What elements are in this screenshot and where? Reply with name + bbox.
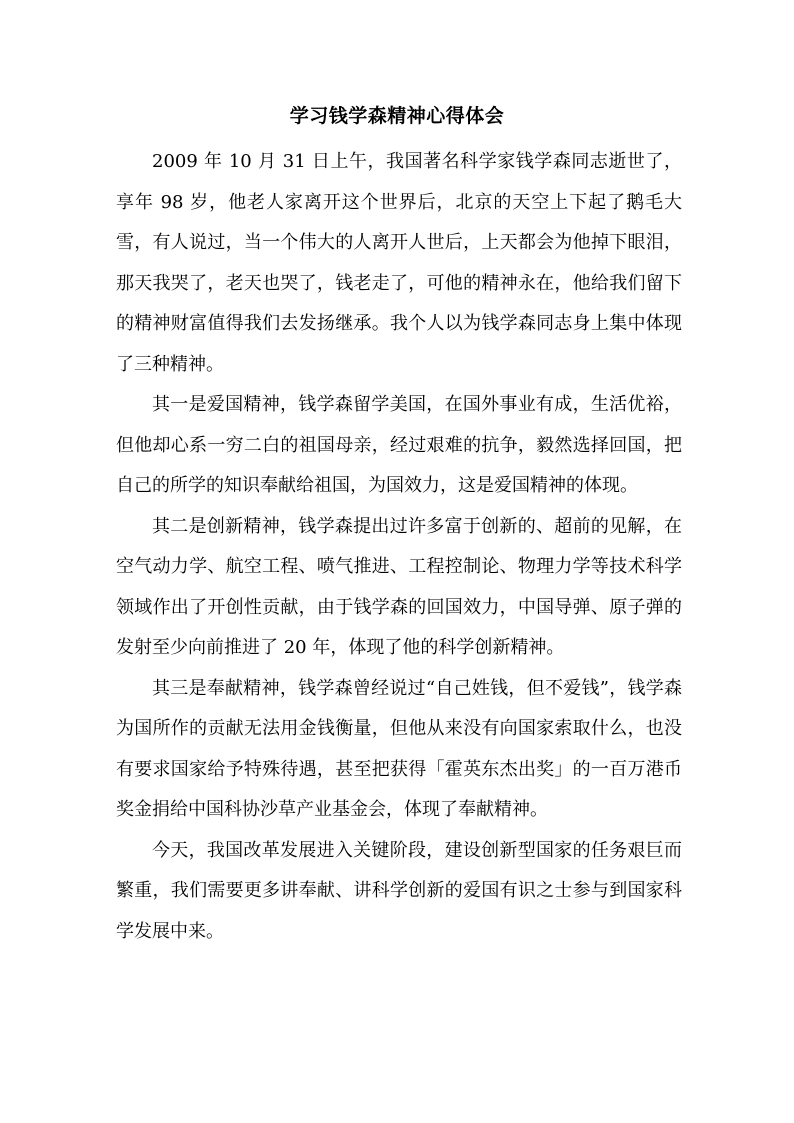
paragraph-innovation: 其二是创新精神，钱学森提出过许多富于创新的、超前的见解，在空气动力学、航空工程、喷气推进、工程控制论、物理力学等技术科学领域作出了开创性贡献，由于钱学森的回国效力，中国导弹、原子弹的发射至少向前推进了 20 年，体现了他的科学创新精神。 <box>116 515 682 658</box>
document-title: 学习钱学森精神心得体会 <box>289 105 505 127</box>
paragraph-patriotism: 其一是爱国精神，钱学森留学美国，在国外事业有成，生活优裕，但他却心系一穷二白的祖国母亲，经过艰难的抗争，毅然选择回国，把自己的所学的知识奉献给祖国，为国效力，这是爱国精神的体现。 <box>116 394 682 496</box>
paragraph-intro: 2009 年 10 月 31 日上午，我国著名科学家钱学森同志逝世了，享年 98 岁，他老人家离开这个世界后，北京的天空上下起了鹅毛大雪，有人说过，当一个伟大的人离开人世后，上天都会为他掉下眼泪，那天我哭了，老天也哭了，钱老走了，可他的精神永在，他给我们留下的精神财富值得我们去发扬继承。我个人以为钱学森同志身上集中体现了三种精神。 <box>116 151 682 375</box>
paragraph-dedication: 其三是奉献精神，钱学森曾经说过“自己姓钱，但不爱钱”，钱学森为国所作的贡献无法用金钱衡量，但他从来没有向国家索取什么，也没有要求国家给予特殊待遇，甚至把获得「霍英东杰出奖」的一百万港币奖金捐给中国科协沙草产业基金会，体现了奉献精神。 <box>116 677 682 820</box>
document-body <box>116 142 682 952</box>
paragraph-conclusion: 今天，我国改革发展进入关键阶段，建设创新型国家的任务艰巨而繁重，我们需要更多讲奉献、讲科学创新的爱国有识之士参与到国家科学发展中来。 <box>116 839 682 942</box>
